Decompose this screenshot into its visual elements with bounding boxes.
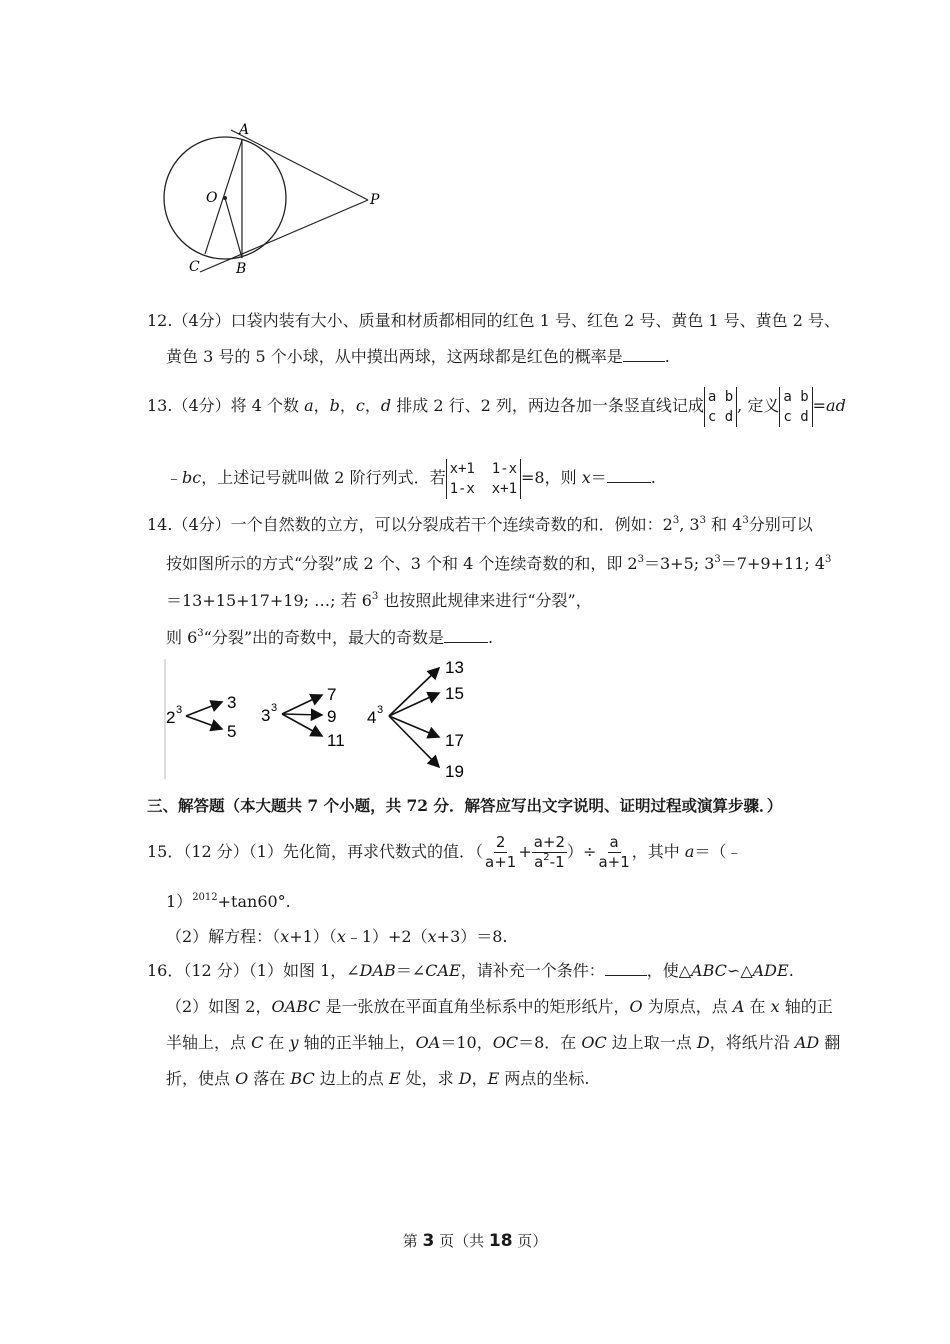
arrow-2-5 xyxy=(186,716,222,729)
q16-line3: 半轴上，点 C 在 y 轴的正半轴上，OA＝10，OC＝8．在 OC 边上取一点 D，将纸片沿 AD 翻 xyxy=(166,1033,841,1052)
label-c: C xyxy=(189,259,200,275)
q13-answer-blank[interactable] xyxy=(607,468,651,483)
out-3: 3 xyxy=(227,693,237,712)
exp-4: 3 xyxy=(377,704,384,716)
fraction-2: $\frac{a+2}{a^2-1}$ xyxy=(533,833,566,871)
label-o: O xyxy=(206,190,218,206)
out-13: 13 xyxy=(445,658,464,677)
q12-line1: 12.（4分）口袋内装有大小、质量和材质都相同的红色 1 号、红色 2 号、黄色 1 号、黄色 2 号、 xyxy=(147,311,841,330)
determinant-abcd: a b c d xyxy=(704,387,737,427)
q15-line2: 1）$^{2012}$+tan60°. xyxy=(166,892,291,911)
arrow-4-17 xyxy=(389,716,439,737)
base-3: 3 xyxy=(261,706,271,725)
arrow-4-15 xyxy=(389,693,439,716)
determinant-x: x+1 1-x 1-x x+1 xyxy=(446,459,521,499)
base-2: 2 xyxy=(166,708,176,727)
fraction-1: $\frac{2}{a+1}$ xyxy=(485,833,517,871)
exp-2: 3 xyxy=(176,704,183,716)
q15-part2: （2）解方程：（x+1）（x﹣1）+2（x+3）＝8. xyxy=(166,927,508,946)
q13-line2: ﹣bc，上述记号就叫做 2 阶行列式．若 x+1 1-x 1-x x+1 =8，则 x＝ . xyxy=(166,460,656,497)
q16-answer-blank[interactable] xyxy=(605,961,647,976)
total-pages: 18 xyxy=(488,1231,513,1251)
arrow-4-19 xyxy=(389,716,439,767)
radius-ob xyxy=(225,198,242,258)
out-19: 19 xyxy=(445,762,464,781)
q12-text: 黄色 3 号的 5 个小球，从中摸出两球，这两球都是红色的概率是 xyxy=(166,347,623,366)
page-number: 3 xyxy=(422,1231,435,1251)
exp-3: 3 xyxy=(271,702,278,714)
odd-split-figure xyxy=(162,655,482,783)
center-dot xyxy=(223,196,227,200)
out-7: 7 xyxy=(327,685,337,704)
label-b: B xyxy=(236,261,247,277)
label-p: P xyxy=(370,192,380,208)
arrow-3-7 xyxy=(282,695,322,714)
section-3-heading: 三、解答题（本大题共 7 个小题，共 72 分．解答应写出文字说明、证明过程或演算步骤．） xyxy=(147,796,783,815)
out-11: 11 xyxy=(327,731,345,750)
q12-line2: 黄色 3 号的 5 个小球，从中摸出两球，这两球都是红色的概率是 . xyxy=(166,347,670,366)
q14-line4: 则 $6^3“$分裂”出的奇数中，最大的奇数是 . xyxy=(166,628,494,647)
page-footer: 第 3 页（共 18 页） xyxy=(402,1231,548,1251)
out-5: 5 xyxy=(227,722,237,741)
determinant-abcd-2: a b c d xyxy=(779,387,812,427)
out-15: 15 xyxy=(445,684,464,703)
q16-line2: （2）如图 2，OABC 是一张放在平面直角坐标系中的矩形纸片，O 为原点，点 A 在 x 轴的正 xyxy=(166,997,833,1016)
base-4: 4 xyxy=(367,708,377,727)
out-9: 9 xyxy=(327,707,337,726)
tangent-line-pa xyxy=(231,130,368,200)
arrow-2-3 xyxy=(186,702,222,716)
circle-tangent-figure xyxy=(155,118,395,280)
q14-line1: 14.（4分）一个自然数的立方，可以分裂成若干个连续奇数的和．例如：$2^3$, $3^3$ 和 $4^3$分别可以 xyxy=(147,515,813,534)
q14-line3: ＝13+15+17+19; …; 若 $6^3$ 也按照此规律来进行“分裂”， xyxy=(166,591,592,610)
q13-line1: 13.（4分）将 4 个数 a，b，c，d 排成 2 行、2 列，两边各加一条竖直线记成 a b c d , 定义 a b c d =ad xyxy=(147,388,846,425)
q16-line4: 折，使点 O 落在 BC 边上的点 E 处，求 D，E 两点的坐标. xyxy=(166,1069,590,1088)
q15-line1: 15．（12 分）（1）先化简，再求代数式的值．（ $\frac{2}{a+1}$ + $\frac{a+2}{a^2-1}$ ）÷ $\frac{a}{a+1}$ ，其中 a＝（﹣ xyxy=(147,833,743,871)
out-17: 17 xyxy=(445,731,464,750)
fraction-3: $\frac{a}{a+1}$ xyxy=(598,833,630,871)
q14-answer-blank[interactable] xyxy=(444,628,488,643)
arrow-3-9 xyxy=(282,714,322,715)
arrow-3-11 xyxy=(282,714,322,736)
q14-line2: 按如图所示的方式“分裂”成 2 个、3 个和 4 个连续奇数的和，即 $2^3=3+5$; $3^3=7+9+11$; $4^3$ xyxy=(166,554,832,573)
arrow-4-13 xyxy=(389,668,439,716)
label-a: A xyxy=(239,122,250,138)
q12-answer-blank[interactable] xyxy=(623,347,665,362)
q16-line1: 16．（12 分）（1）如图 1，∠DAB＝∠CAE，请补充一个条件： ，使△ABC∽△ADE. xyxy=(147,961,794,980)
